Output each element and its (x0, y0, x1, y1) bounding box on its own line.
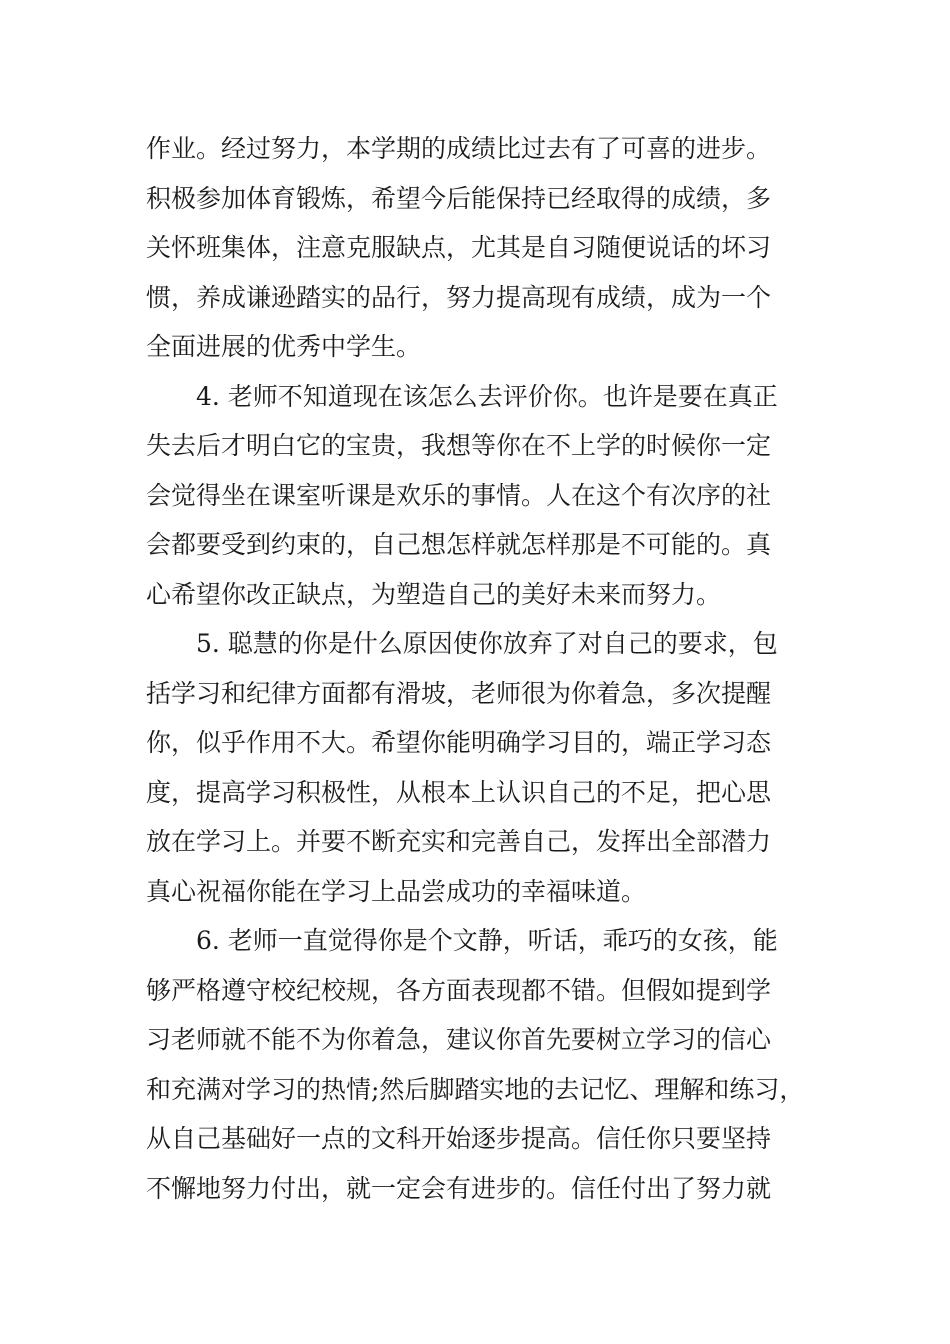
text-line: 6. 老师一直觉得你是个文静，听话，乖巧的女孩，能 (196, 926, 778, 955)
text-line: 会都要受到约束的，自己想怎样就怎样那是不可能的。真 (146, 530, 772, 559)
text-line: 会觉得坐在课室听课是欢乐的事情。人在这个有次序的社 (146, 480, 772, 510)
text-line: 你，似乎作用不大。希望你能明确学习目的，端正学习态 (146, 728, 772, 757)
text-line: 和充满对学习的热情;然后脚踏实地的去记忆、理解和练习， (146, 1074, 805, 1104)
paragraph-continued (146, 124, 810, 372)
paragraph-6 (146, 916, 810, 1213)
text-line: 全面进展的优秀中学生。 (146, 332, 422, 361)
text-line: 作业。经过努力，本学期的成绩比过去有了可喜的进步。 (146, 134, 772, 163)
text-line: 5. 聪慧的你是什么原因使你放弃了对自己的要求，包 (196, 629, 778, 658)
text-line: 括学习和纪律方面都有滑坡，老师很为你着急，多次提醒 (146, 678, 772, 708)
text-line: 度，提高学习积极性，从根本上认识自己的不足，把心思 (146, 777, 772, 807)
text-line: 关怀班集体，注意克服缺点，尤其是自习随便说话的坏习 (146, 233, 772, 262)
paragraph-4 (146, 372, 810, 620)
text-line: 4. 老师不知道现在该怎么去评价你。也许是要在真正 (196, 381, 778, 411)
text-line: 习老师就不能不为你着急，建议你首先要树立学习的信心 (146, 1025, 772, 1054)
text-line: 积极参加体育锻炼，希望今后能保持已经取得的成绩，多 (146, 183, 772, 213)
text-line: 够严格遵守校纪校规，各方面表现都不错。但假如提到学 (146, 975, 772, 1005)
text-line: 惯，养成谦逊踏实的品行，努力提高现有成绩，成为一个 (146, 282, 772, 312)
document-body (146, 124, 810, 1213)
text-line: 从自己基础好一点的文科开始逐步提高。信任你只要坚持 (146, 1124, 772, 1153)
text-line: 不懈地努力付出，就一定会有进步的。信任付出了努力就 (146, 1173, 772, 1203)
text-line: 心希望你改正缺点，为塑造自己的美好未来而努力。 (146, 579, 722, 609)
text-line: 放在学习上。并要不断充实和完善自己，发挥出全部潜力 (146, 827, 772, 856)
text-line: 真心祝福你能在学习上品尝成功的幸福味道。 (146, 876, 647, 906)
paragraph-5 (146, 619, 810, 916)
text-line: 失去后才明白它的宝贵，我想等你在不上学的时候你一定 (146, 431, 772, 460)
